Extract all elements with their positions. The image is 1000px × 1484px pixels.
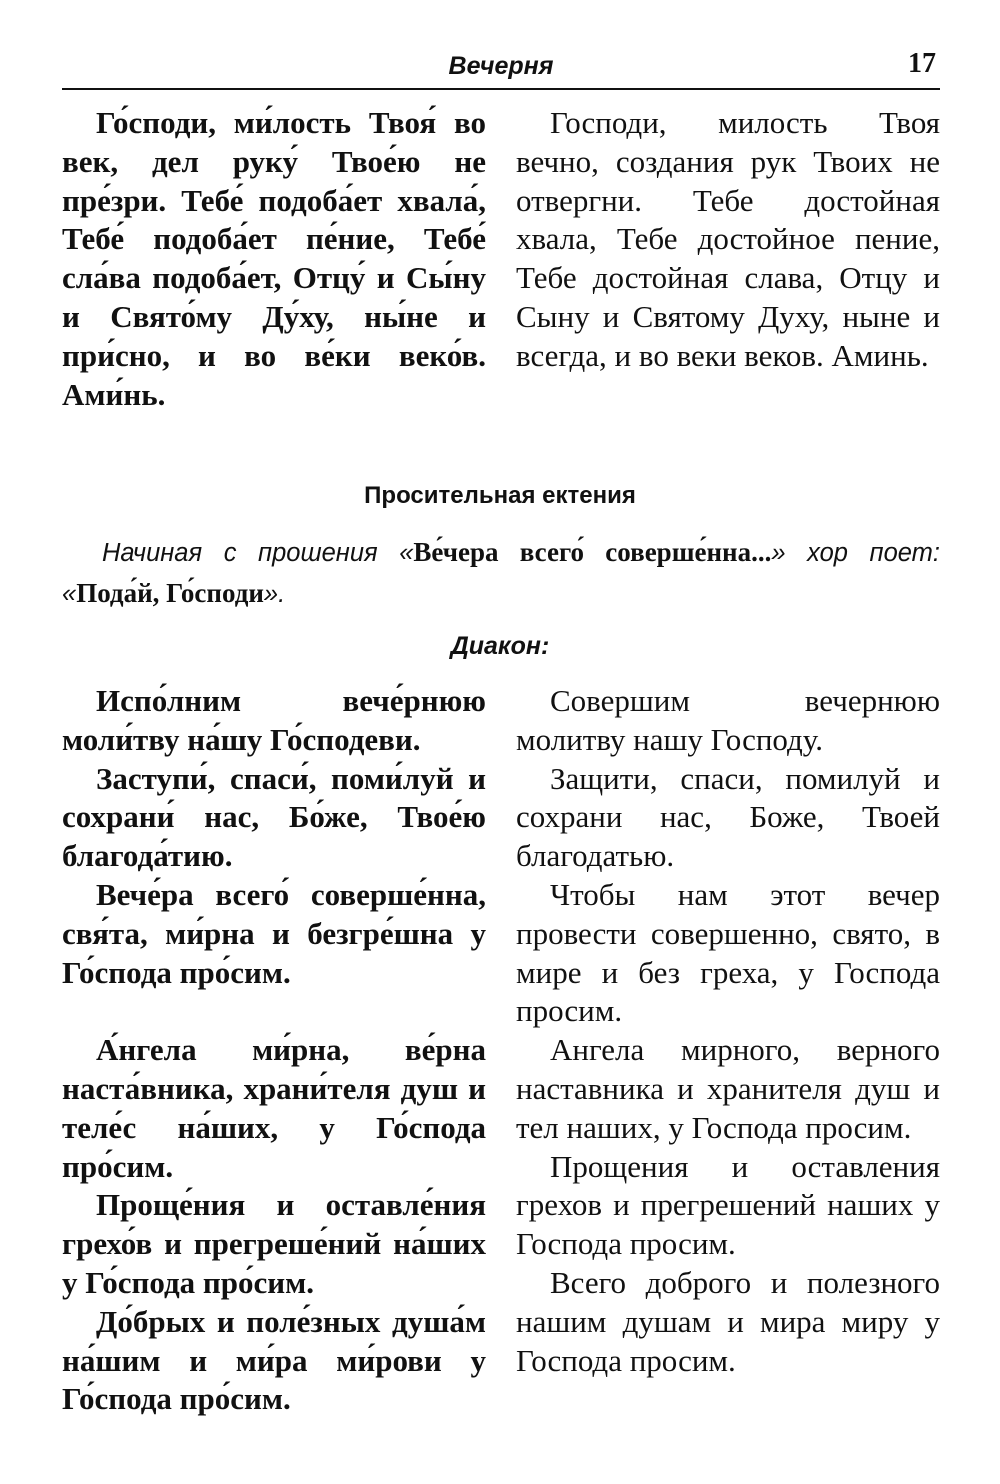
- speaker-label: Диакон:: [450, 632, 550, 660]
- rubric-text: » хор поет: «: [62, 539, 940, 608]
- rubric-petition: Ве́чера всего́ соверше́нна...: [413, 537, 772, 567]
- russian-petition: Прощения и оставления грехов и прегрешений наших у Господа просим.: [516, 1148, 940, 1262]
- slavonic-petition: Вече́ра всего́ соверше́нна, свя́та, ми́рна и безгре́шна у Го́спода про́сим.: [62, 876, 486, 990]
- slavonic-petition: Проще́ния и оставле́ния грехо́в и прегреше́ний на́ших у Го́спода про́сим.: [62, 1187, 486, 1300]
- section-title: Просительная ектения: [364, 482, 636, 509]
- doxology-parallel-text: [62, 104, 940, 414]
- church-slavonic-column: [62, 682, 486, 1419]
- slavonic-petition: Испо́лним вече́рнюю моли́тву на́шу Го́сподеви.: [62, 683, 486, 757]
- russian-petition: Защити, спаси, помилуй и сохрани нас, Боже, Твоей благодатью.: [516, 760, 940, 874]
- russian-column: [516, 104, 940, 414]
- rubric-text: Начиная с прошения «: [102, 539, 414, 567]
- rubric-response: Пода́й, Го́споди: [76, 578, 264, 608]
- running-title: Вечерня: [448, 52, 554, 80]
- russian-petition: Чтобы нам этот вечер провести совершенно, свято, в мире и без греха, у Господа просим.: [516, 876, 940, 1029]
- russian-petition: Совершим вечернюю молитву нашу Господу.: [516, 683, 940, 757]
- slavonic-paragraph: Го́споди, ми́лость Твоя́ во век, дел руку́ Твое́ю не пре́зри. Тебе́ подоба́ет хвала́, Тебе́ подоба́ет пе́ние, Тебе́ сла́ва подоба́ет, Отцу́ и Сы́ну и Свято́му Ду́ху, ны́не и при́сно, и во ве́ки веко́в. Ами́нь.: [62, 105, 486, 412]
- russian-petition: Всего доброго и полезного нашим душам и мира миру у Господа просим.: [516, 1264, 940, 1378]
- russian-petition: Ангела мирного, верного наставника и хранителя душ и тел наших, у Господа просим.: [516, 1032, 940, 1145]
- russian-paragraph: Господи, милость Твоя вечно, создания рук Твоих не отвергни. Тебе достойная хвала, Тебе достойное пение, Тебе достойная слава, Отцу и Сыну и Святому Духу, ныне и всегда, и во веки веков. Аминь.: [516, 105, 940, 373]
- rubric-text: ».: [263, 580, 286, 608]
- petitions-parallel-text: [62, 682, 940, 1419]
- russian-column: [516, 682, 940, 1419]
- church-slavonic-column: [62, 104, 486, 414]
- slavonic-petition: Заступи́, спаси́, поми́луй и сохрани́ нас, Бо́же, Твое́ю благода́тию.: [62, 760, 486, 874]
- rubric-instruction: [62, 532, 940, 614]
- slavonic-petition: До́брых и поле́зных душа́м на́шим и ми́ра ми́рови у Го́спода про́сим.: [62, 1303, 486, 1417]
- running-header: [62, 42, 940, 90]
- slavonic-petition: А́нгела ми́рна, ве́рна наста́вника, храни́теля душ и теле́с на́ших, у Го́спода про́сим.: [62, 1032, 486, 1184]
- page-number: 17: [908, 48, 936, 79]
